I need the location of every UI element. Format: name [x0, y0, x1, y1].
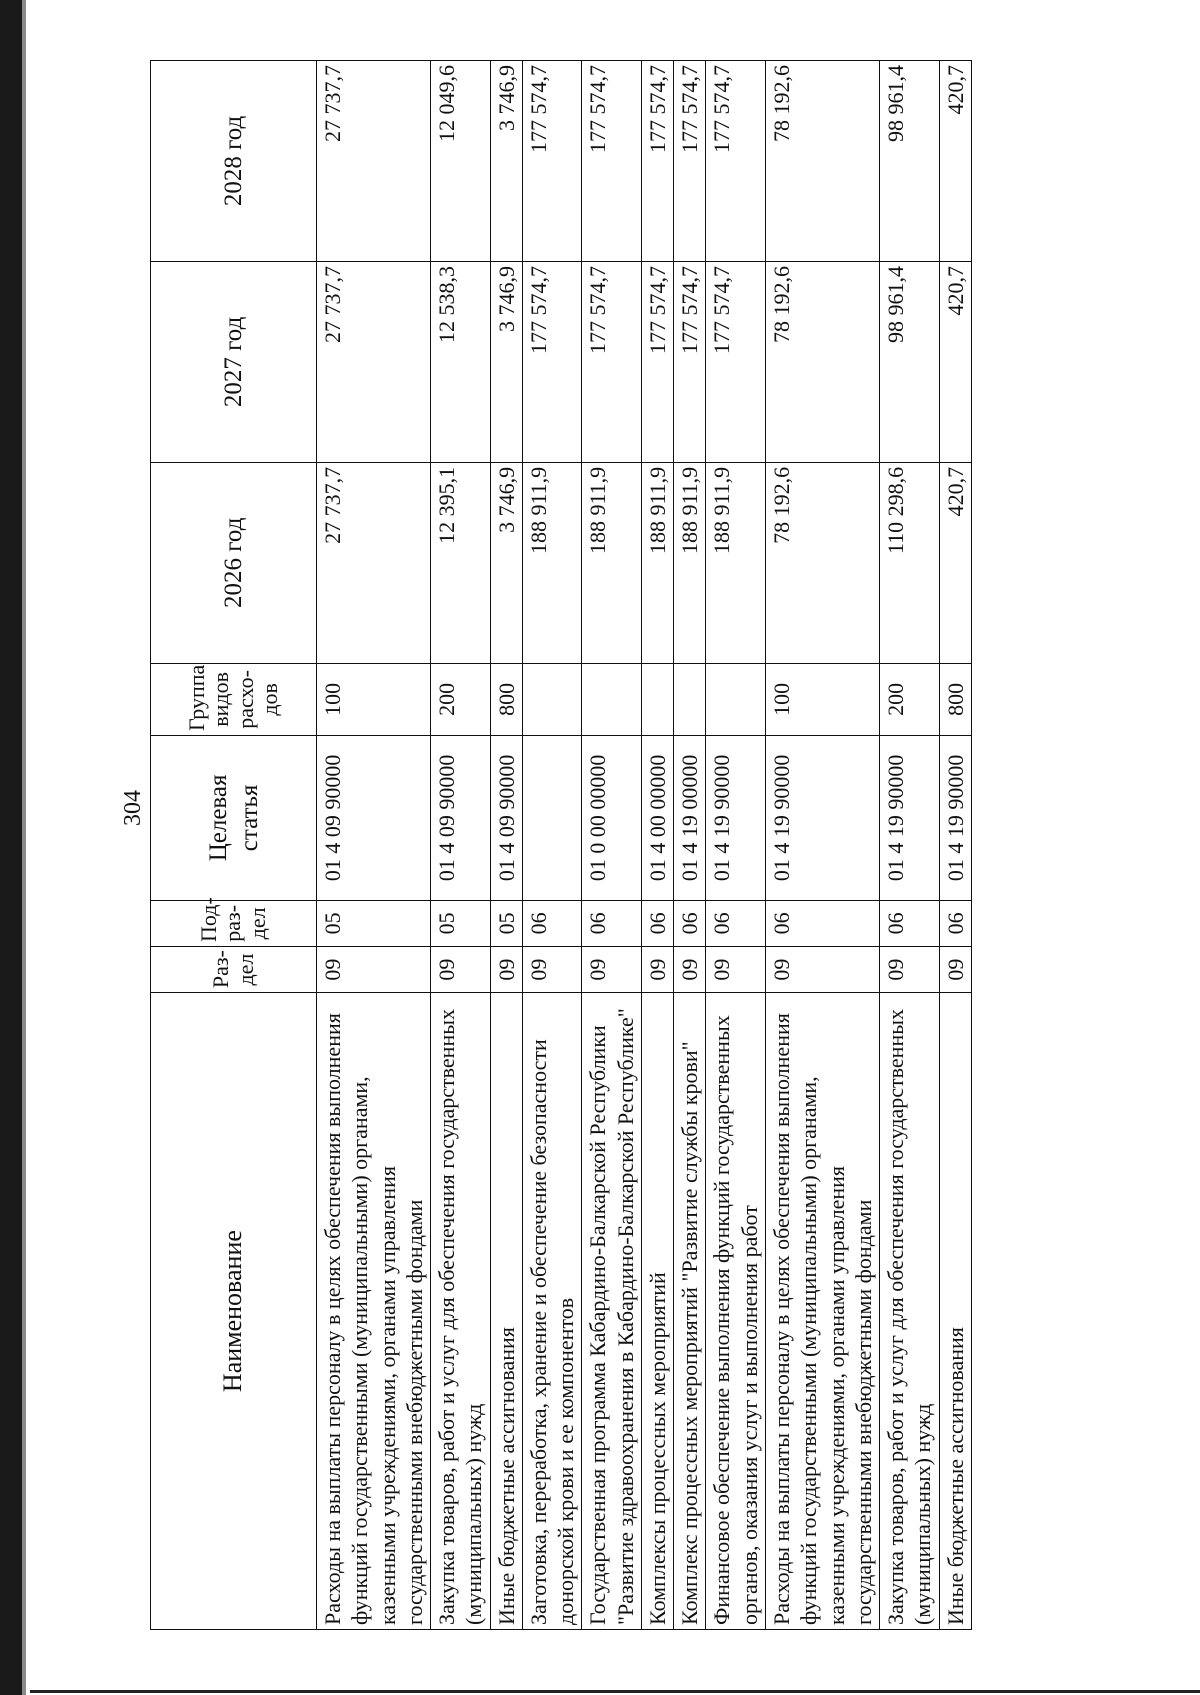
row-name: Заготовка, переработка, хранение и обеспечение безопасности донорской крови и ее компонентов	[522, 993, 582, 1630]
row-2028: 177 574,7	[706, 61, 766, 262]
header-subsection: Под-раз-дел	[151, 900, 317, 946]
table-row	[490, 61, 522, 1630]
row-subsection: 06	[765, 900, 879, 946]
row-2027: 3 746,9	[490, 261, 522, 462]
row-name: Государственная программа Кабардино-Балкарской Республики "Развитие здравоохранения в Кабардино-Балкарской Республике"	[582, 993, 642, 1630]
table-row	[317, 61, 431, 1630]
row-2027: 177 574,7	[641, 261, 673, 462]
row-group: 100	[317, 663, 431, 735]
row-subsection: 06	[706, 900, 766, 946]
row-section: 09	[431, 946, 491, 992]
row-subsection: 06	[582, 900, 642, 946]
table-row	[582, 61, 642, 1630]
row-target: 01 4 19 90000	[880, 736, 940, 901]
table-header-row	[151, 61, 317, 1630]
row-2027: 98 961,4	[880, 261, 940, 462]
row-section: 09	[641, 946, 673, 992]
row-subsection: 05	[490, 900, 522, 946]
row-target: 01 4 09 90000	[317, 736, 431, 901]
row-subsection: 05	[431, 900, 491, 946]
row-name: Комплекс процессных мероприятий "Развитие службы крови"	[674, 993, 706, 1630]
row-section: 09	[317, 946, 431, 992]
row-2026: 188 911,9	[641, 462, 673, 663]
row-target: 01 4 19 90000	[765, 736, 879, 901]
row-subsection: 05	[317, 900, 431, 946]
row-2028: 98 961,4	[880, 61, 940, 262]
row-target: 01 4 19 90000	[706, 736, 766, 901]
row-group	[641, 663, 673, 735]
header-name: Наименование	[151, 993, 317, 1630]
row-2027: 78 192,6	[765, 261, 879, 462]
row-section: 09	[674, 946, 706, 992]
row-target: 01 4 00 00000	[641, 736, 673, 901]
row-section: 09	[880, 946, 940, 992]
row-section: 09	[582, 946, 642, 992]
row-group: 100	[765, 663, 879, 735]
row-section: 09	[522, 946, 582, 992]
row-2027: 420,7	[939, 261, 971, 462]
budget-table	[150, 60, 972, 1630]
row-target: 01 4 19 00000	[674, 736, 706, 901]
row-name: Иные бюджетные ассигнования	[939, 993, 971, 1630]
row-2026: 188 911,9	[522, 462, 582, 663]
row-name: Закупка товаров, работ и услуг для обеспечения государственных (муниципальных) нужд	[431, 993, 491, 1630]
row-name: Иные бюджетные ассигнования	[490, 993, 522, 1630]
header-target-article: Целевая статья	[151, 736, 317, 901]
row-subsection: 06	[880, 900, 940, 946]
row-group	[522, 663, 582, 735]
header-section: Раз-дел	[151, 946, 317, 992]
row-2028: 27 737,7	[317, 61, 431, 262]
row-2026: 27 737,7	[317, 462, 431, 663]
row-2026: 110 298,6	[880, 462, 940, 663]
row-subsection: 06	[641, 900, 673, 946]
row-2028: 12 049,6	[431, 61, 491, 262]
row-2028: 177 574,7	[582, 61, 642, 262]
row-2027: 177 574,7	[582, 261, 642, 462]
row-2026: 188 911,9	[674, 462, 706, 663]
table-row	[939, 61, 971, 1630]
rotated-table-container	[150, 60, 1150, 1630]
table-row	[522, 61, 582, 1630]
row-target: 01 4 09 90000	[431, 736, 491, 901]
row-name: Закупка товаров, работ и услуг для обеспечения государственных (муниципальных) нужд	[880, 993, 940, 1630]
row-group	[706, 663, 766, 735]
row-name: Расходы на выплаты персоналу в целях обеспечения выполнения функций государственными (муниципальными) органами, казенными учреждениями, органами управления государственными внебюджетными фондами	[317, 993, 431, 1630]
row-2028: 177 574,7	[522, 61, 582, 262]
row-target	[522, 736, 582, 901]
table-row	[880, 61, 940, 1630]
header-2028: 2028 год	[151, 61, 317, 262]
row-subsection: 06	[939, 900, 971, 946]
table-row	[765, 61, 879, 1630]
row-target: 01 4 19 90000	[939, 736, 971, 901]
row-section: 09	[490, 946, 522, 992]
scan-bottom-edge	[30, 1690, 1200, 1693]
row-group: 800	[939, 663, 971, 735]
row-2026: 3 746,9	[490, 462, 522, 663]
row-section: 09	[939, 946, 971, 992]
row-2028: 420,7	[939, 61, 971, 262]
row-target: 01 4 09 90000	[490, 736, 522, 901]
row-2027: 27 737,7	[317, 261, 431, 462]
row-2028: 177 574,7	[674, 61, 706, 262]
scan-left-edge-shadow	[22, 0, 26, 1695]
row-subsection: 06	[674, 900, 706, 946]
row-group: 800	[490, 663, 522, 735]
row-2027: 12 538,3	[431, 261, 491, 462]
table-row	[641, 61, 673, 1630]
row-section: 09	[706, 946, 766, 992]
row-section: 09	[765, 946, 879, 992]
row-group	[582, 663, 642, 735]
header-expense-group: Группа видов расхо-дов	[151, 663, 317, 735]
row-2027: 177 574,7	[522, 261, 582, 462]
scan-left-edge	[0, 0, 22, 1695]
table-row	[431, 61, 491, 1630]
table-row	[674, 61, 706, 1630]
row-subsection: 06	[522, 900, 582, 946]
row-group	[674, 663, 706, 735]
row-2028: 3 746,9	[490, 61, 522, 262]
row-2026: 12 395,1	[431, 462, 491, 663]
row-2028: 78 192,6	[765, 61, 879, 262]
row-2028: 177 574,7	[641, 61, 673, 262]
header-2027: 2027 год	[151, 261, 317, 462]
page-number: 304	[120, 790, 146, 826]
header-2026: 2026 год	[151, 462, 317, 663]
row-2026: 188 911,9	[706, 462, 766, 663]
row-target: 01 0 00 00000	[582, 736, 642, 901]
row-2026: 78 192,6	[765, 462, 879, 663]
table-row	[706, 61, 766, 1630]
row-name: Расходы на выплаты персоналу в целях обеспечения выполнения функций государственными (муниципальными) органами, казенными учреждениями, органами управления государственными внебюджетными фондами	[765, 993, 879, 1630]
row-2026: 188 911,9	[582, 462, 642, 663]
row-group: 200	[880, 663, 940, 735]
row-name: Комплексы процессных мероприятий	[641, 993, 673, 1630]
row-2027: 177 574,7	[706, 261, 766, 462]
row-2027: 177 574,7	[674, 261, 706, 462]
row-group: 200	[431, 663, 491, 735]
row-name: Финансовое обеспечение выполнения функций государственных органов, оказания услуг и выполнения работ	[706, 993, 766, 1630]
row-2026: 420,7	[939, 462, 971, 663]
